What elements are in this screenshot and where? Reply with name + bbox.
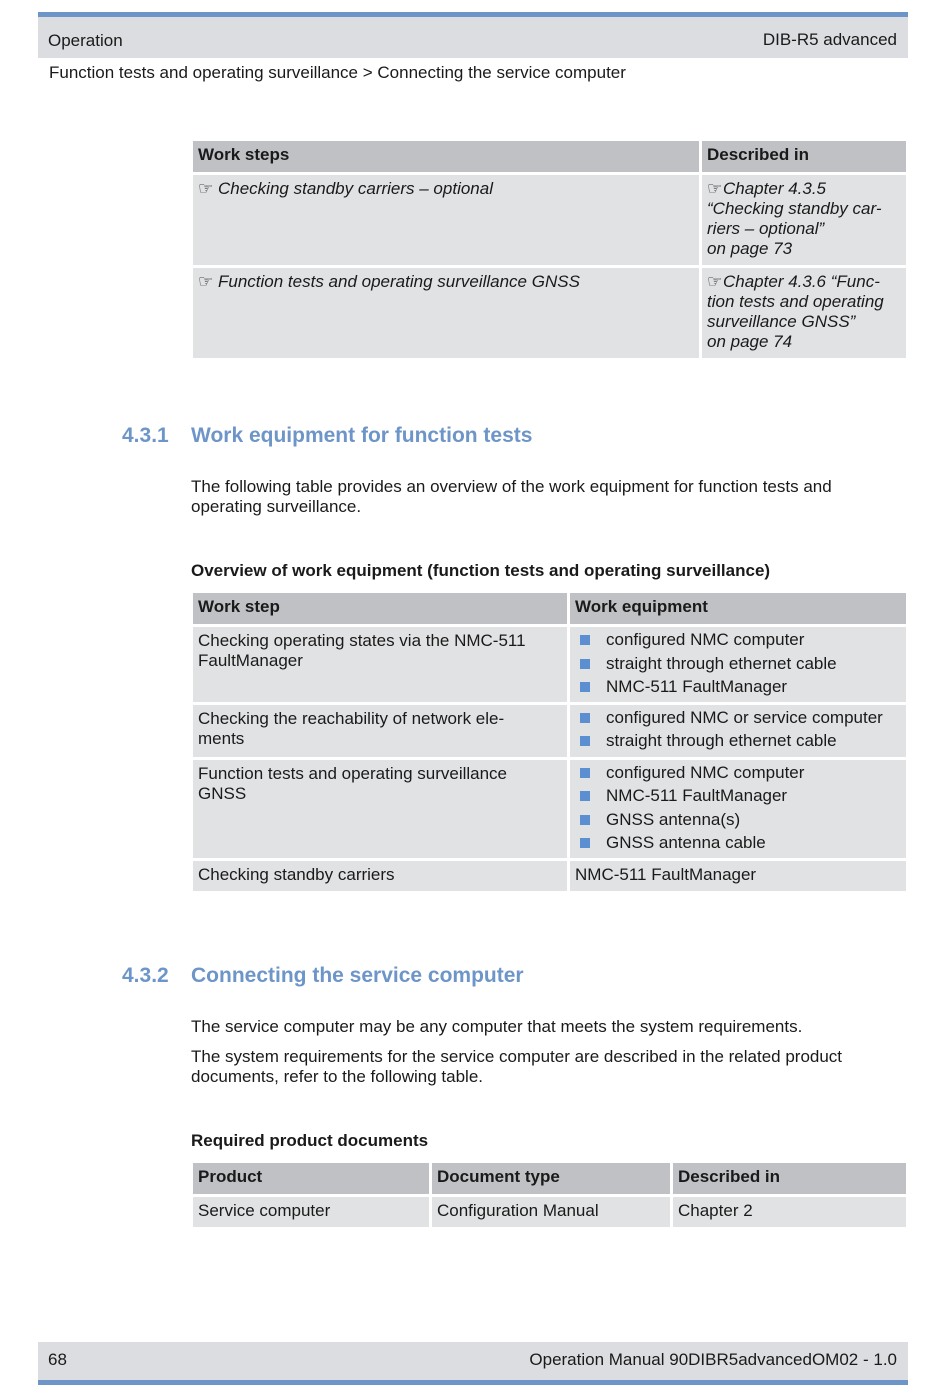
table-caption: Overview of work equipment (function tests and operating surveillance) [191, 561, 771, 580]
chapter-link[interactable]: Chapter 4.3.6 “Func- [723, 272, 880, 291]
list-item: straight through ethernet cable [575, 652, 901, 676]
square-bullet-icon [580, 815, 590, 825]
equipment-list [575, 761, 901, 855]
work-step-cell: Checking the reachability of network ele- ments [193, 705, 567, 757]
product-cell: Service computer [193, 1197, 429, 1227]
section-paragraph: The system requirements for the service computer are described in the related product documents, refer to the following table. [191, 1047, 843, 1086]
square-bullet-icon [580, 791, 590, 801]
hand-pointing-arrow-icon: ☞ [707, 272, 723, 291]
table-header-described-in: Described in [702, 141, 906, 172]
product-documents-table [190, 1160, 909, 1230]
section-title: Connecting the service computer [191, 964, 524, 987]
work-step-cell: Checking operating states via the NMC-511 FaultManager [193, 627, 567, 702]
page-header [38, 12, 908, 58]
table-row [193, 268, 906, 358]
page-footer [38, 1342, 908, 1385]
table-row [193, 861, 906, 891]
table-row [193, 627, 906, 702]
square-bullet-icon [580, 659, 590, 669]
chapter-link-line[interactable]: surveillance GNSS” [707, 312, 856, 331]
square-bullet-icon [580, 736, 590, 746]
equipment-cell [570, 627, 906, 702]
work-step-cell [193, 268, 699, 358]
breadcrumb: Function tests and operating surveillance > Connecting the service computer [49, 63, 626, 82]
list-item: straight through ethernet cable [575, 729, 901, 753]
table-caption: Required product documents [191, 1131, 429, 1150]
hand-pointing-arrow-icon: ☞ [707, 179, 723, 198]
square-bullet-icon [580, 768, 590, 778]
table-header-product: Product [193, 1163, 429, 1194]
header-product: DIB-R5 advanced [762, 30, 897, 49]
equipment-cell: NMC-511 FaultManager [570, 861, 906, 891]
document-type-cell: Configuration Manual [432, 1197, 670, 1227]
header-section: Operation [48, 31, 123, 50]
section-intro: The following table provides an overview of the work equipment for function tests and operating surveillance. [191, 477, 832, 516]
chapter-link-line[interactable]: “Checking standby car- [707, 199, 882, 218]
square-bullet-icon [580, 713, 590, 723]
work-steps-table [190, 138, 909, 361]
manual-identifier: Operation Manual 90DIBR5advancedOM02 - 1.0 [529, 1350, 897, 1369]
list-item: NMC-511 FaultManager [575, 675, 901, 699]
table-row [193, 760, 906, 858]
table-header-work-steps: Work steps [193, 141, 699, 172]
table-header-work-equipment: Work equipment [570, 593, 906, 624]
table-header-described-in: Described in [673, 1163, 906, 1194]
chapter-link[interactable]: Chapter 4.3.5 [723, 179, 827, 198]
work-step-cell: Function tests and operating surveillance GNSS [193, 760, 567, 858]
square-bullet-icon [580, 838, 590, 848]
equipment-list [575, 706, 901, 753]
square-bullet-icon [580, 682, 590, 692]
page-reference[interactable]: on page 73 [707, 239, 793, 258]
work-step-link[interactable]: Checking standby carriers – optional [218, 179, 493, 198]
section-number: 4.3.1 [122, 424, 169, 447]
table-row [193, 175, 906, 265]
list-item: NMC-511 FaultManager [575, 784, 901, 808]
described-in-cell [702, 268, 906, 358]
chapter-link-line[interactable]: riers – optional” [707, 219, 825, 238]
table-header-work-step: Work step [193, 593, 567, 624]
list-item: configured NMC computer [575, 628, 901, 652]
hand-pointing-arrow-icon: ☞ [198, 179, 214, 198]
work-equipment-table [190, 590, 909, 894]
table-header-document-type: Document type [432, 1163, 670, 1194]
hand-pointing-arrow-icon: ☞ [198, 272, 214, 291]
section-number: 4.3.2 [122, 964, 169, 987]
equipment-list [575, 628, 901, 699]
page-number: 68 [48, 1350, 67, 1369]
table-row [193, 1197, 906, 1227]
table-row [193, 705, 906, 757]
list-item: configured NMC computer [575, 761, 901, 785]
described-in-cell [702, 175, 906, 265]
described-in-cell[interactable]: Chapter 2 [673, 1197, 906, 1227]
chapter-link-line[interactable]: tion tests and operating [707, 292, 884, 311]
list-item: GNSS antenna(s) [575, 808, 901, 832]
square-bullet-icon [580, 635, 590, 645]
equipment-cell [570, 705, 906, 757]
list-item: GNSS antenna cable [575, 831, 901, 855]
list-item: configured NMC or service computer [575, 706, 901, 730]
section-paragraph: The service computer may be any computer that meets the system requirements. [191, 1017, 803, 1036]
page-reference[interactable]: on page 74 [707, 332, 793, 351]
work-step-cell: Checking standby carriers [193, 861, 567, 891]
work-step-cell [193, 175, 699, 265]
equipment-cell [570, 760, 906, 858]
work-step-link[interactable]: Function tests and operating surveillance GNSS [218, 272, 580, 291]
section-title: Work equipment for function tests [191, 424, 533, 447]
